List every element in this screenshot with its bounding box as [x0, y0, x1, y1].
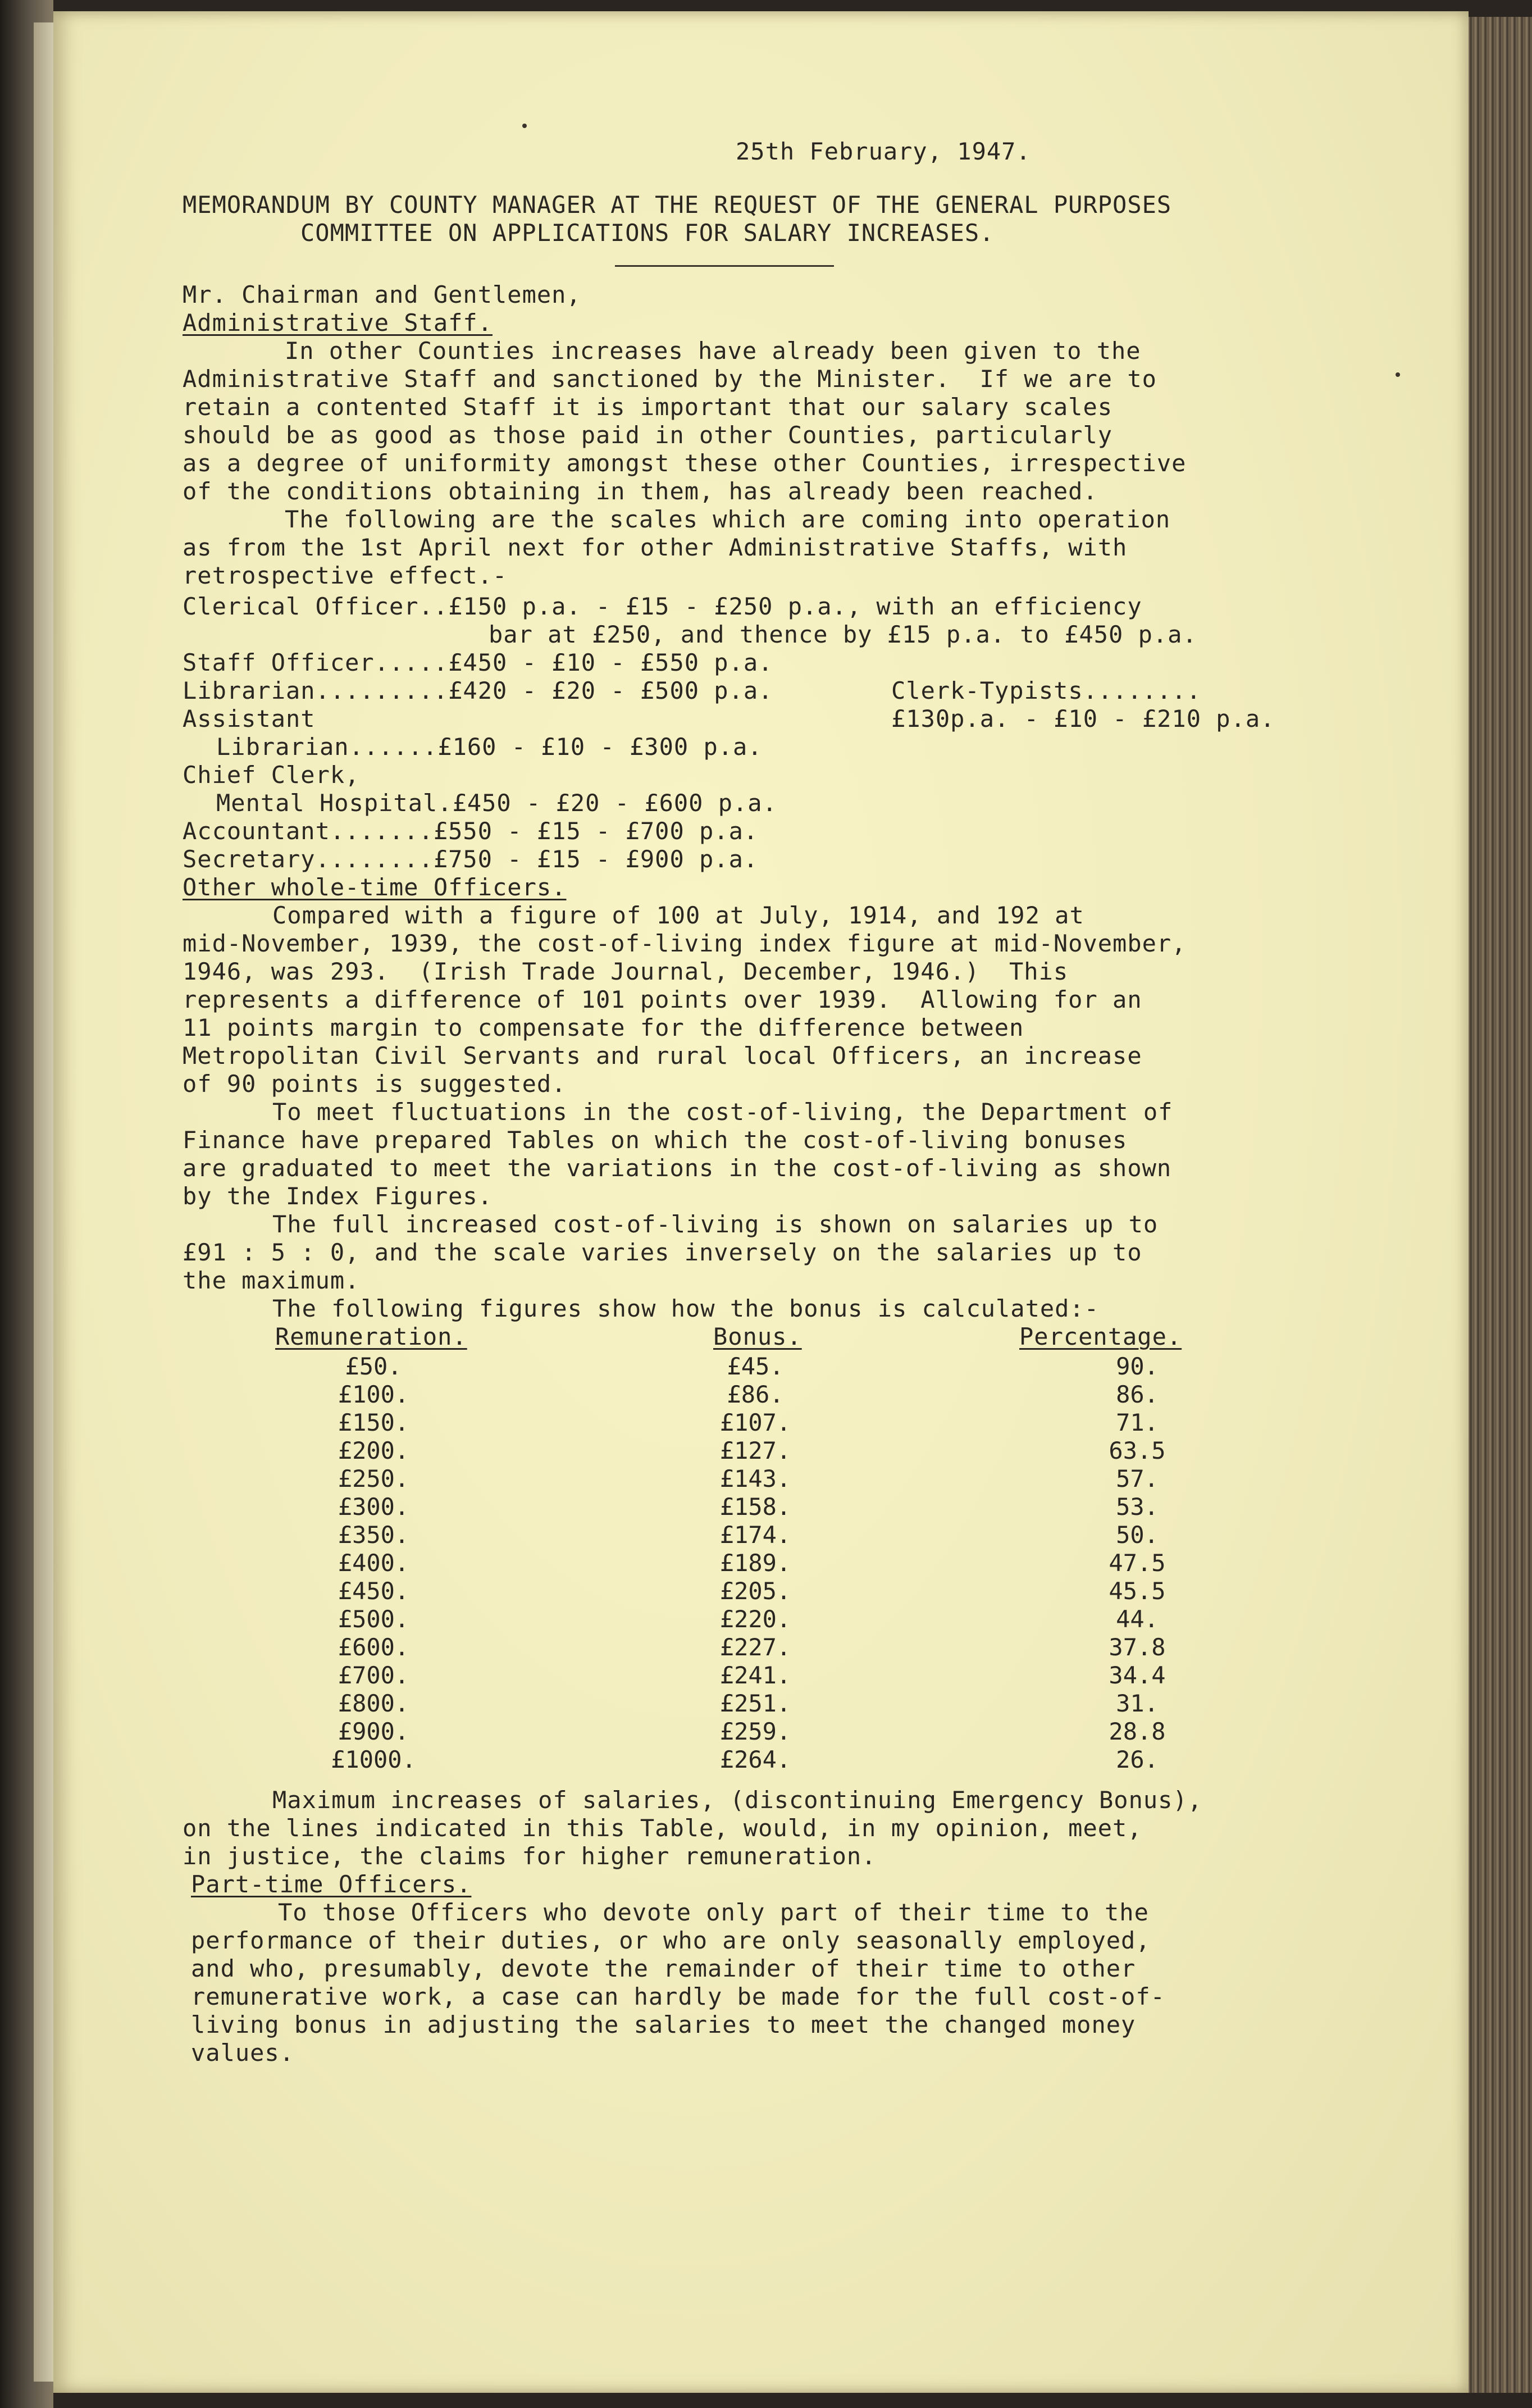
percentage-cell: 44.	[1116, 1605, 1159, 1633]
salutation: Mr. Chairman and Gentlemen,	[183, 281, 581, 308]
remuneration-cell: £300.	[338, 1493, 409, 1521]
para3-line: Compared with a figure of 100 at July, 1914, and 192 at	[272, 902, 1084, 929]
para4-line: by the Index Figures.	[183, 1182, 493, 1210]
para5-line: £91 : 5 : 0, and the scale varies inversely on the salaries up to	[183, 1239, 1142, 1266]
remuneration-cell: £700.	[338, 1662, 409, 1689]
bonus-cell: £127.	[719, 1437, 791, 1464]
para1-line: as a degree of uniformity amongst these other Counties, irrespective	[183, 449, 1187, 477]
para7-line: living bonus in adjusting the salaries to meet the changed money	[191, 2011, 1136, 2038]
remuneration-cell: £250.	[338, 1465, 409, 1492]
bonus-cell: £220.	[719, 1605, 791, 1633]
memo-title-line-2: COMMITTEE ON APPLICATIONS FOR SALARY INCREASES.	[300, 219, 995, 247]
remuneration-cell: £600.	[338, 1633, 409, 1661]
ink-speck	[1396, 372, 1400, 377]
bonus-cell: £143.	[719, 1465, 791, 1492]
para2-line: retrospective effect.-	[183, 562, 508, 589]
para3-line: mid-November, 1939, the cost-of-living index figure at mid-November,	[183, 930, 1187, 957]
bonus-cell: £107.	[719, 1409, 791, 1436]
remuneration-cell: £500.	[338, 1605, 409, 1633]
bonus-cell: £174.	[719, 1521, 791, 1549]
para2-line: as from the 1st April next for other Administrative Staffs, with	[183, 534, 1128, 561]
para3-line: 1946, was 293. (Irish Trade Journal, December, 1946.) This	[183, 958, 1069, 985]
percentage-cell: 90.	[1116, 1353, 1159, 1380]
percentage-cell: 28.8	[1109, 1718, 1166, 1745]
remuneration-cell: £800.	[338, 1690, 409, 1717]
para7-line: performance of their duties, or who are only seasonally employed,	[191, 1927, 1151, 1954]
para1-line: In other Counties increases have already been given to the	[285, 337, 1141, 365]
para2-line: The following are the scales which are coming into operation	[285, 506, 1171, 533]
para3-line: represents a difference of 101 points over 1939. Allowing for an	[183, 986, 1142, 1013]
heading-part-time-officers: Part-time Officers.	[191, 1870, 472, 1898]
remuneration-cell: £350.	[338, 1521, 409, 1549]
scale-chief-clerk: Chief Clerk,	[183, 761, 360, 789]
scale-clerk-typists: £130p.a. - £10 - £210 p.a.	[891, 705, 1275, 732]
percentage-cell: 34.4	[1109, 1662, 1166, 1689]
memo-title-line-1: MEMORANDUM BY COUNTY MANAGER AT THE REQUEST OF THE GENERAL PURPOSES	[183, 191, 1172, 219]
clerk-typists-label: Clerk-Typists........	[891, 677, 1202, 704]
bonus-cell: £259.	[719, 1718, 791, 1745]
remuneration-cell: £150.	[338, 1409, 409, 1436]
para3-line: of 90 points is suggested.	[183, 1070, 567, 1098]
table-header-percentage: Percentage.	[1019, 1323, 1182, 1350]
bonus-cell: £189.	[719, 1549, 791, 1577]
scale-assistant: Assistant	[183, 705, 316, 732]
scale-clerical-officer-cont: bar at £250, and thence by £15 p.a. to £450 p.a.	[489, 621, 1197, 648]
title-divider	[615, 265, 834, 267]
scale-secretary: Secretary........£750 - £15 - £900 p.a.	[183, 845, 759, 873]
para4-line: are graduated to meet the variations in the cost-of-living as shown	[183, 1154, 1172, 1182]
table-header-bonus: Bonus.	[713, 1323, 802, 1350]
para1-line: retain a contented Staff it is important that our salary scales	[183, 393, 1113, 421]
remuneration-cell: £450.	[338, 1577, 409, 1605]
percentage-cell: 63.5	[1109, 1437, 1166, 1464]
scale-mental-hospital: Mental Hospital.£450 - £20 - £600 p.a.	[216, 789, 777, 817]
para7-line: values.	[191, 2039, 295, 2066]
percentage-cell: 31.	[1116, 1690, 1159, 1717]
para3-line: Metropolitan Civil Servants and rural local Officers, an increase	[183, 1042, 1142, 1069]
table-header-remuneration: Remuneration.	[275, 1323, 467, 1350]
percentage-cell: 71.	[1116, 1409, 1159, 1436]
percentage-cell: 86.	[1116, 1381, 1159, 1408]
remuneration-cell: £200.	[338, 1437, 409, 1464]
percentage-cell: 50.	[1116, 1521, 1159, 1549]
scale-staff-officer: Staff Officer.....£450 - £10 - £550 p.a.	[183, 649, 773, 676]
para1-line: of the conditions obtaining in them, has already been reached.	[183, 477, 1098, 505]
memorandum-page	[53, 11, 1469, 2393]
heading-administrative-staff: Administrative Staff.	[183, 309, 493, 336]
bonus-cell: £86.	[727, 1381, 784, 1408]
percentage-cell: 53.	[1116, 1493, 1159, 1521]
scale-assistant-librarian: Librarian......£160 - £10 - £300 p.a.	[216, 733, 763, 761]
para7-line: and who, presumably, devote the remainder of their time to other	[191, 1955, 1136, 1982]
scale-accountant: Accountant.......£550 - £15 - £700 p.a.	[183, 817, 759, 845]
para6-line: in justice, the claims for higher remuneration.	[183, 1842, 877, 1870]
para4-line: Finance have prepared Tables on which the cost-of-living bonuses	[183, 1126, 1128, 1154]
bonus-cell: £227.	[719, 1633, 791, 1661]
bonus-cell: £251.	[719, 1690, 791, 1717]
remuneration-cell: £900.	[338, 1718, 409, 1745]
para3-line: 11 points margin to compensate for the difference between	[183, 1014, 1024, 1041]
page-stack-right	[1466, 17, 1532, 2393]
bonus-cell: £45.	[727, 1353, 784, 1380]
para7-line: To those Officers who devote only part of their time to the	[278, 1899, 1149, 1926]
bonus-cell: £205.	[719, 1577, 791, 1605]
page-edge-left	[34, 22, 56, 2382]
scale-librarian: Librarian.........£420 - £20 - £500 p.a.	[183, 677, 773, 704]
para5-line: the maximum.	[183, 1267, 360, 1294]
percentage-cell: 37.8	[1109, 1633, 1166, 1661]
para6-line: on the lines indicated in this Table, would, in my opinion, meet,	[183, 1814, 1142, 1842]
table-intro: The following figures show how the bonus is calculated:-	[272, 1295, 1100, 1322]
para1-line: Administrative Staff and sanctioned by the Minister. If we are to	[183, 365, 1157, 393]
remuneration-cell: £1000.	[331, 1746, 416, 1773]
bonus-cell: £264.	[719, 1746, 791, 1773]
scale-clerical-officer: Clerical Officer..£150 p.a. - £15 - £250 p.a., with an efficiency	[183, 593, 1142, 620]
bonus-cell: £158.	[719, 1493, 791, 1521]
memo-date: 25th February, 1947.	[736, 138, 1031, 165]
ink-speck	[522, 124, 527, 128]
percentage-cell: 57.	[1116, 1465, 1159, 1492]
bonus-cell: £241.	[719, 1662, 791, 1689]
percentage-cell: 26.	[1116, 1746, 1159, 1773]
percentage-cell: 45.5	[1109, 1577, 1166, 1605]
para5-line: The full increased cost-of-living is shown on salaries up to	[272, 1210, 1159, 1238]
remuneration-cell: £50.	[345, 1353, 402, 1380]
percentage-cell: 47.5	[1109, 1549, 1166, 1577]
para1-line: should be as good as those paid in other Counties, particularly	[183, 421, 1113, 449]
para4-line: To meet fluctuations in the cost-of-living, the Department of	[272, 1098, 1173, 1126]
remuneration-cell: £400.	[338, 1549, 409, 1577]
para6-line: Maximum increases of salaries, (discontinuing Emergency Bonus),	[272, 1786, 1203, 1814]
heading-other-officers: Other whole-time Officers.	[183, 873, 567, 901]
para7-line: remunerative work, a case can hardly be made for the full cost-of-	[191, 1983, 1165, 2010]
remuneration-cell: £100.	[338, 1381, 409, 1408]
